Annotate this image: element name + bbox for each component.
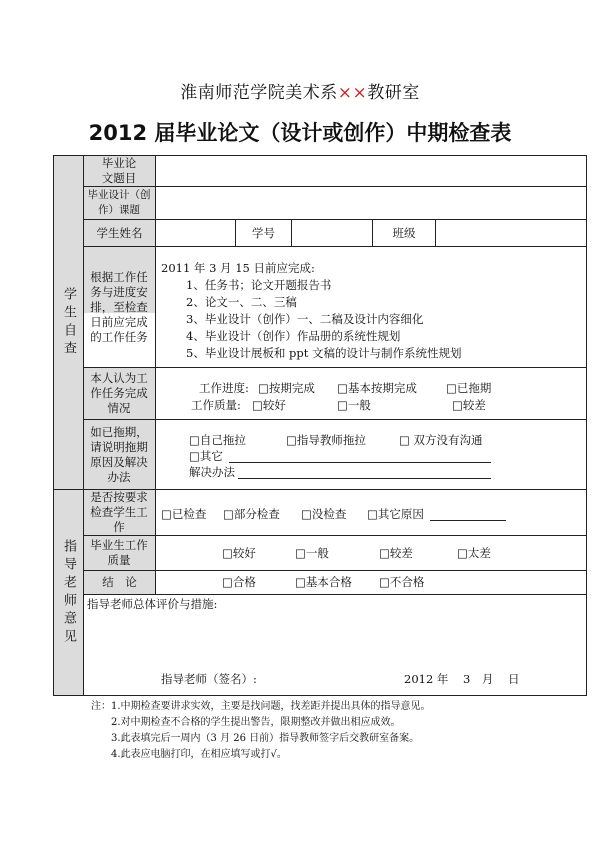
thesis-title-label: 毕业论文题目 [101,156,137,185]
divider [291,219,292,246]
design-title-label: 毕业设计（创作）课题 [87,189,151,216]
progress-option-mostly-on-time[interactable]: □基本按期完成 [337,381,417,395]
divider [83,246,586,247]
performance-option-very-poor[interactable]: □太差 [457,546,491,560]
department-marks: ×× [337,83,368,103]
department-heading [0,78,600,103]
delay-reason-no-communication[interactable]: □ 双方没有沟通 [399,433,483,447]
check-form-table [53,155,587,696]
check-option-other[interactable]: □其它原因 [367,507,424,521]
check-option-not-checked[interactable]: □没检查 [301,507,347,521]
performance-option-average[interactable]: □一般 [295,546,329,560]
divider [83,535,586,536]
divider [83,594,586,595]
progress-label: 工作进度: [199,381,249,395]
solution-label: 解决办法 [189,465,235,479]
performance-label: 毕业生工作质量 [90,538,148,567]
conclusion-option-fail[interactable]: □不合格 [379,575,425,589]
other-reason-blank[interactable] [229,462,491,463]
page-title: 2012 届毕业论文（设计或创作）中期检查表 [88,121,512,145]
divider [83,419,586,420]
overall-evaluation-label: 指导老师总体评价与措施: [87,597,218,611]
delay-reason-other[interactable]: □其它 [189,449,223,463]
note-item: 4.此表应电脑打印，在相应填写或打√。 [111,749,287,760]
task-line: 4、毕业设计（创作）作品册的系统性规划 [186,329,401,343]
student-section-label: 学生自查 [61,286,76,359]
check-option-checked[interactable]: □已检查 [161,507,207,521]
delay-reason-advisor[interactable]: □指导教师拖拉 [286,433,366,447]
divider [83,570,586,571]
quality-option-average[interactable]: □一般 [337,398,371,412]
note-item: 注：1.中期检查要讲求实效，主要是找问题，找差距并提出具体的指导意见。 [91,701,431,712]
performance-option-good[interactable]: □较好 [222,546,256,560]
conclusion-option-pass[interactable]: □合格 [222,575,256,589]
self-eval-label: 本人认为工作任务完成情况 [90,371,148,415]
task-line: 1、任务书；论文开题报告书 [186,278,332,292]
conclusion-label: 结 论 [102,575,137,589]
divider [83,219,586,220]
student-name-label: 学生姓名 [96,225,143,240]
signature-label: 指导老师（签名）: [161,672,257,686]
other-cause-blank[interactable] [430,520,506,521]
task-line: 2、论文一、二、三稿 [186,295,297,309]
tasks-label: 根据工作任务与进度安排，至检查日前应完成的工作任务 [90,269,148,344]
delay-reason-self[interactable]: □自己拖拉 [189,433,246,447]
divider [435,219,436,246]
quality-option-poor[interactable]: □较差 [452,398,486,412]
task-line: 3、毕业设计（创作）一、二稿及设计内容细化 [186,312,424,326]
check-label: 是否按要求检查学生工作 [90,490,148,534]
performance-option-poor[interactable]: □较差 [379,546,413,560]
conclusion-option-basic-pass[interactable]: □基本合格 [295,575,352,589]
task-line: 5、毕业设计展板和 ppt 文稿的设计与制作系统性规划 [186,346,462,360]
date-month: 3 月 [463,672,494,686]
quality-option-good[interactable]: □较好 [252,398,286,412]
progress-option-on-time[interactable]: □按期完成 [258,381,315,395]
check-option-partial[interactable]: □部分检查 [223,507,280,521]
date-day: 日 [508,672,520,686]
note-item: 3.此表填完后一周内（3 月 26 日前）指导教师签字后交教研室备案。 [111,733,420,744]
advisor-section-label: 指导老师意见 [61,538,76,647]
date-year: 2012 年 [404,672,449,686]
divider [83,367,586,368]
student-id-label: 学号 [252,225,275,240]
class-label: 班级 [392,225,416,240]
divider [83,186,586,187]
solution-blank[interactable] [238,478,491,479]
progress-option-delayed[interactable]: □已拖期 [446,381,492,395]
delay-label: 如已拖期，请说明拖期原因及解决办法 [90,424,148,484]
note-item: 2.对中期检查不合格的学生提出警告，限期整改并做出相应成效。 [111,717,401,728]
department-name: 淮南师范学院美术系 [180,83,338,103]
office-name: 教研室 [367,83,420,103]
task-line: 2011 年 3 月 15 日前应完成: [161,261,315,275]
quality-label: 工作质量: [191,398,241,412]
divider [155,156,156,594]
